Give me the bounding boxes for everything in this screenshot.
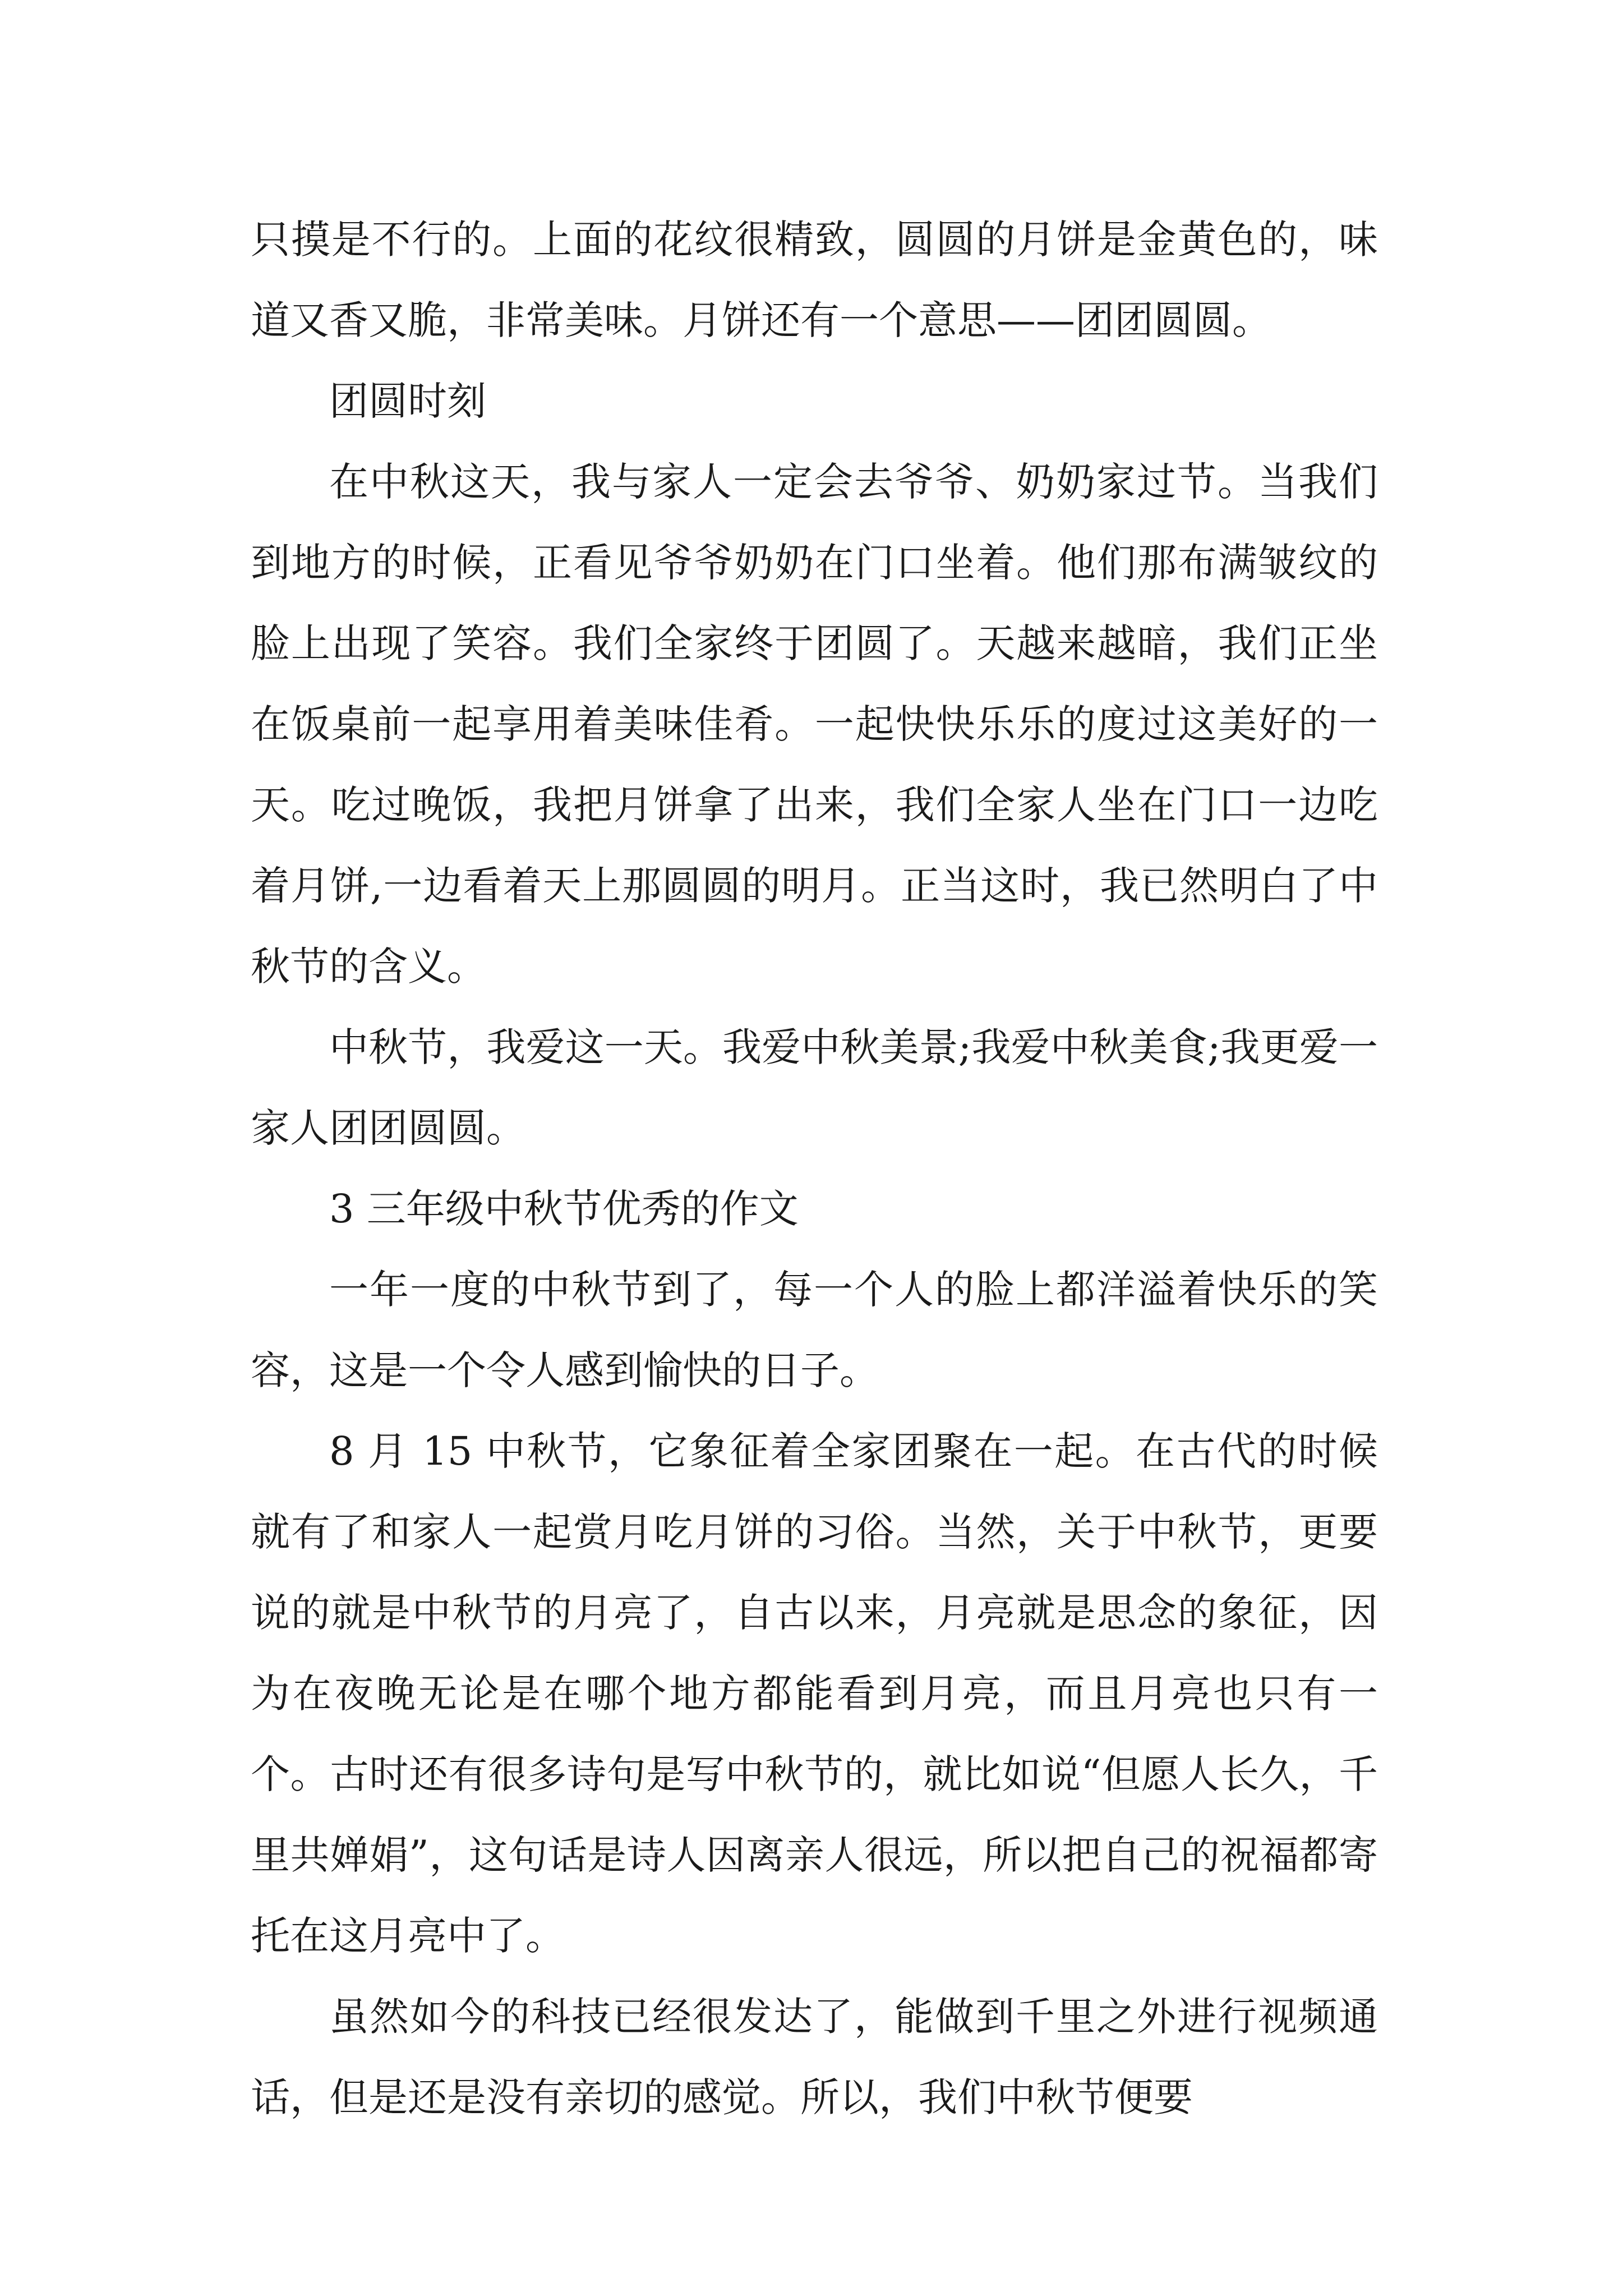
paragraph-intro: 一年一度的中秋节到了，每一个人的脸上都洋溢着快乐的笑容，这是一个令人感到愉快的日子。: [251, 1267, 1378, 1393]
paragraph-conclusion: 中秋节，我爱这一天。我爱中秋美景;我爱中秋美食;我更爱一家人团团圆圆。: [251, 1024, 1378, 1151]
paragraph-reunion: 在中秋这天，我与家人一定会去爷爷、奶奶家过节。当我们到地方的时候，正看见爷爷奶奶在门口坐着。他们那布满皱纹的脸上出现了笑容。我们全家终于团圆了。天越来越暗，我们正坐在饭桌前一起享用着美味佳肴。一起快快乐乐的度过这美好的一天。吃过晚饭，我把月饼拿了出来，我们全家人坐在门口一边吃着月饼,一边看着天上那圆圆的明月。正当这时，我已然明白了中秋节的含义。: [251, 459, 1378, 990]
paragraph-history: 8 月 15 中秋节，它象征着全家团聚在一起。在古代的时候就有了和家人一起赏月吃月饼的习俗。当然，关于中秋节，更要说的就是中秋节的月亮了，自古以来，月亮就是思念的象征，因为在夜晚无论是在哪个地方都能看到月亮，而且月亮也只有一个。古时还有很多诗句是写中秋节的，就比如说“但愿人长久，千里共婵娟”，这句话是诗人因离亲人很远，所以把自己的祝福都寄托在这月亮中了。: [251, 1428, 1378, 1959]
document-body: [251, 199, 1378, 2138]
section-heading-reunion: 团圆时刻: [329, 378, 486, 424]
paragraph-continuation: 只摸是不行的。上面的花纹很精致，圆圆的月饼是金黄色的，味道又香又脆，非常美味。月饼还有一个意思——团团圆圆。: [251, 217, 1378, 343]
essay-title: 3 三年级中秋节优秀的作文: [329, 1186, 799, 1232]
paragraph-technology: 虽然如今的科技已经很发达了，能做到千里之外进行视频通话，但是还是没有亲切的感觉。所以，我们中秋节便要: [251, 1994, 1378, 2120]
